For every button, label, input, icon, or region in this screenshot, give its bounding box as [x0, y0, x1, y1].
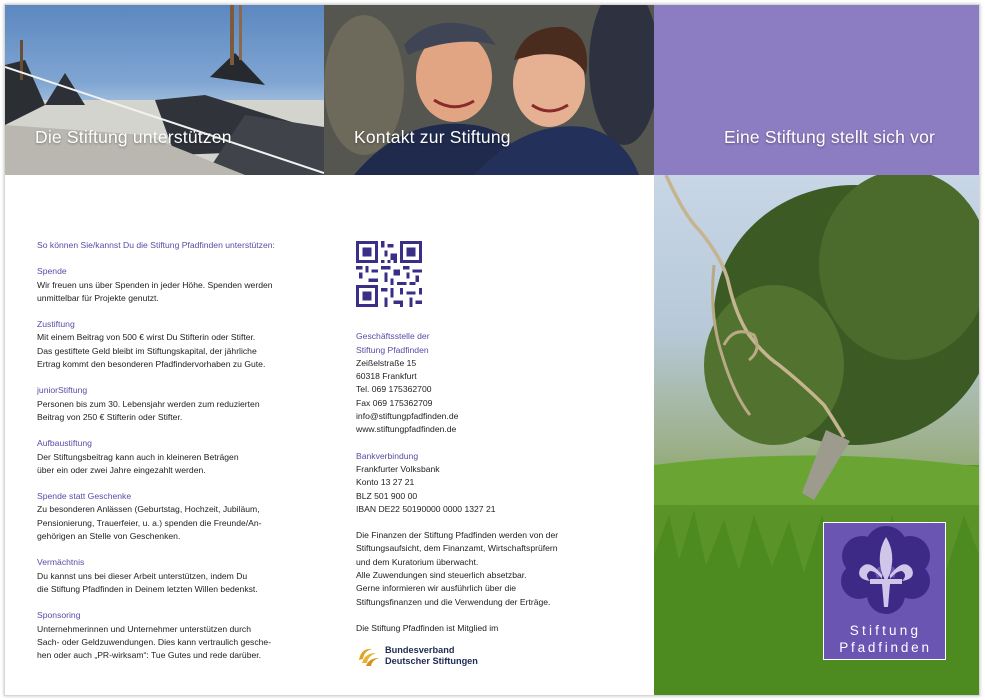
email-link[interactable]: info@stiftungpfadfinden.de [356, 411, 459, 422]
intro-title: Eine Stiftung stellt sich vor [724, 127, 936, 147]
section-text: die Stiftung Pfadfinden in Deinem letzten Willen bedenkst. [37, 583, 258, 594]
finance-text: Die Finanzen der Stiftung Pfadfinden werden von der [356, 530, 559, 541]
qr-code[interactable] [356, 241, 422, 307]
section-text: Wir freuen uns über Spenden in jeder Höhe. Spenden werden [37, 279, 273, 290]
section-text: hen oder auch „PR-wirksam“: Tue Gutes und rede darüber. [37, 650, 262, 661]
logo-text-stiftung: Stiftung [849, 623, 922, 638]
section-text: Ertrag kommt den besonderen Pfadfindervorhaben zu Gute. [37, 359, 266, 370]
support-column [37, 239, 307, 675]
section-vermaechtnis [37, 556, 307, 596]
section-heading: Sponsoring [37, 610, 81, 621]
section-spende-statt-geschenke [37, 490, 307, 543]
membership-text: Die Stiftung Pfadfinden ist Mitglied im [356, 622, 499, 633]
city: 60318 Frankfurt [356, 371, 417, 382]
tent-camp-photo [5, 5, 324, 175]
website-link[interactable]: www.stiftungpfadfinden.de [356, 424, 457, 435]
section-text: Sach- oder Geldzuwendungen. Dies kann vertraulich gesche- [37, 636, 272, 647]
section-text: Unternehmerinnen und Unternehmer unterstützen durch [37, 623, 252, 634]
section-text: Das gestiftete Geld bleibt im Stiftungskapital, der jährliche [37, 345, 257, 356]
fax: Fax 069 175362709 [356, 397, 433, 408]
section-juniorstiftung [37, 384, 307, 424]
office-heading: Geschäftsstelle der [356, 331, 430, 342]
bv-line1: Bundesverband [385, 645, 455, 655]
office-address [356, 330, 626, 436]
scouts-photo [324, 5, 654, 175]
section-text: über ein oder zwei Jahre eingezahlt werden. [37, 464, 206, 475]
section-text: Pensionierung, Trauerfeier, u. a.) spenden die Freunde/An- [37, 517, 262, 528]
section-heading: Zustiftung [37, 319, 75, 330]
phone: Tel. 069 175362700 [356, 384, 432, 395]
intro-header [654, 5, 980, 175]
office-heading: Stiftung Pfadfinden [356, 344, 429, 355]
section-aufbaustiftung [37, 437, 307, 477]
bank-details [356, 450, 626, 516]
iban: IBAN DE22 50190000 0000 1327 21 [356, 503, 496, 514]
section-zustiftung [37, 318, 307, 371]
bank-heading: Bankverbindung [356, 450, 419, 461]
logo-text-pfadfinden: Pfadfinden [839, 640, 932, 655]
support-header-photo [5, 5, 324, 175]
finance-text: und dem Kuratorium überwacht. [356, 556, 479, 567]
finance-text: Stiftungsaufsicht, dem Finanzamt, Wirtschaftsprüfern [356, 543, 558, 554]
section-text: Personen bis zum 30. Lebensjahr werden zum reduzierten [37, 398, 260, 409]
account-number: Konto 13 27 21 [356, 477, 415, 488]
section-heading: Aufbaustiftung [37, 438, 92, 449]
section-text: Du kannst uns bei dieser Arbeit unterstützen, indem Du [37, 570, 248, 581]
blz: BLZ 501 900 00 [356, 490, 418, 501]
section-sponsoring [37, 609, 307, 662]
section-heading: Spende [37, 266, 67, 277]
contact-column [356, 241, 626, 635]
section-text: Der Stiftungsbeitrag kann auch in kleineren Beträgen [37, 451, 239, 462]
section-text: Zu besonderen Anlässen (Geburtstag, Hochzeit, Jubiläum, [37, 504, 260, 515]
section-text: unmittelbar für Projekte genutzt. [37, 292, 159, 303]
finance-note [356, 529, 626, 609]
bundesverband-logo [356, 645, 478, 667]
street: Zeißelstraße 15 [356, 357, 417, 368]
section-heading: juniorStiftung [37, 385, 88, 396]
stiftung-pfadfinden-logo [823, 522, 946, 660]
contact-title: Kontakt zur Stiftung [354, 127, 511, 147]
support-intro: So können Sie/kannst Du die Stiftung Pfadfinden unterstützen: [37, 240, 275, 250]
finance-text: Alle Zuwendungen sind steuerlich absetzbar. [356, 570, 527, 581]
section-heading: Spende statt Geschenke [37, 491, 132, 502]
scout-lily-icon [824, 523, 947, 623]
finance-text: Stiftungsfinanzen und die Verwendung der Erträge. [356, 596, 551, 607]
section-text: Mit einem Beitrag von 500 € wirst Du Stifterin oder Stifter. [37, 332, 256, 343]
contact-header-photo [324, 5, 654, 175]
bundesverband-swirl-icon [356, 645, 380, 667]
bank-name: Frankfurter Volksbank [356, 463, 440, 474]
section-spende [37, 265, 307, 305]
section-text: Beitrag von 250 € Stifterin oder Stifter. [37, 411, 183, 422]
finance-text: Gerne informieren wir ausführlich über die [356, 583, 517, 594]
section-text: gehörigen an Stelle von Geschenken. [37, 531, 181, 542]
section-heading: Vermächtnis [37, 557, 85, 568]
brochure-sheet [4, 4, 980, 696]
support-title: Die Stiftung unterstützen [35, 127, 232, 147]
bv-line2: Deutscher Stiftungen [385, 656, 478, 666]
